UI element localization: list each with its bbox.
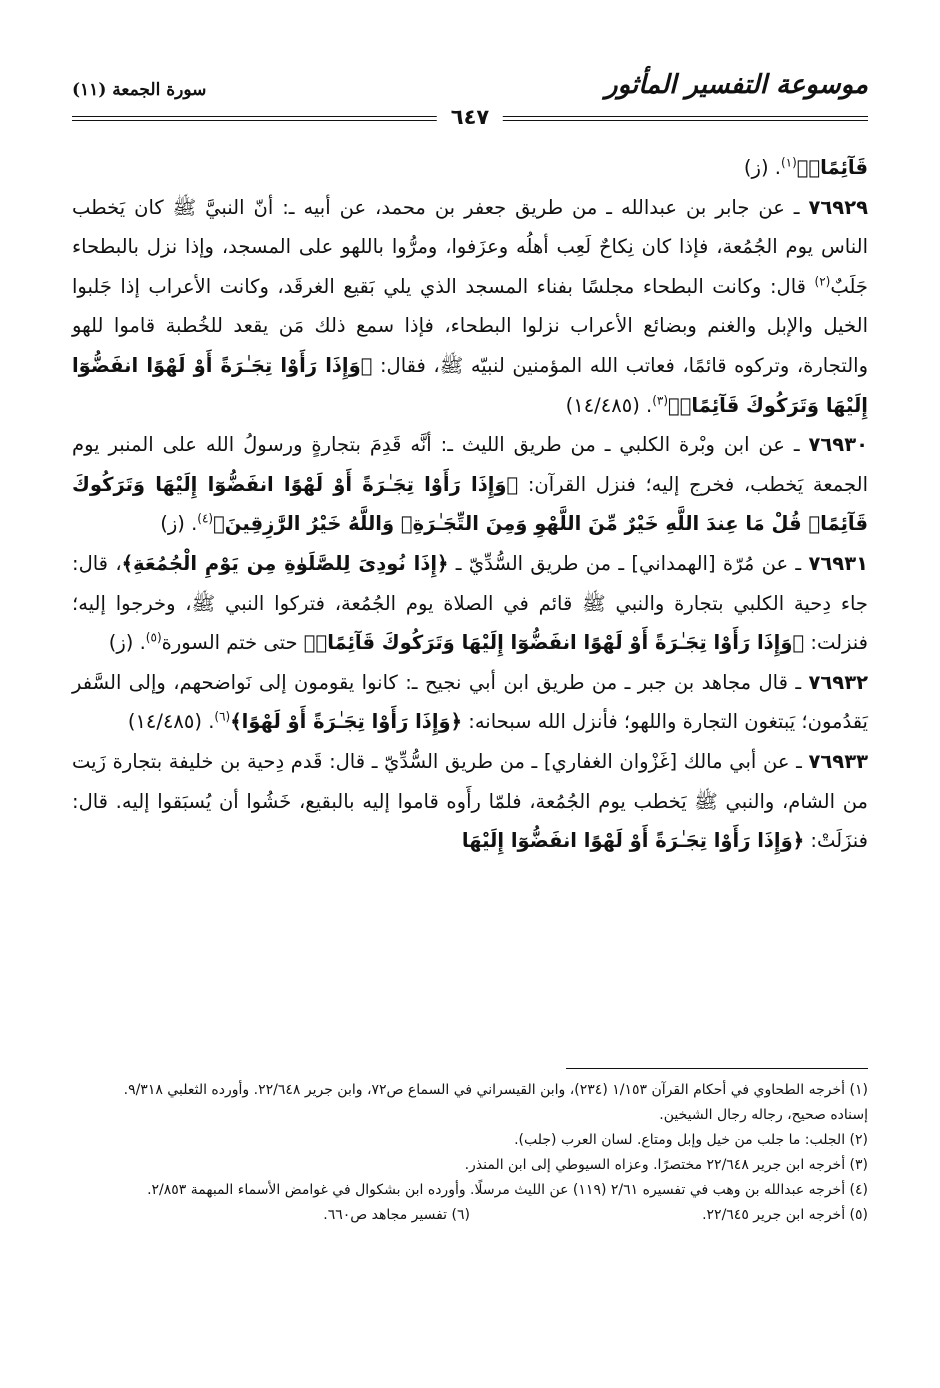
entry-text: قال: وكانت البطحاء مجلسًا بفناء المسجد الذي يلي بَقيع الغرقَد، وكانت الأعراب إذا جَلبوا الخيل والإبل والغنم وبضائع الأعراب نزلوا البطحاء، فإذا سمع ذلك مَن يقعد للخُطبة قاموا للهو والتجارة، وتركوه قائمًا، فعاتب الله المؤمنين لنبيّه ﷺ، فقال: — [72, 274, 868, 377]
page-number: ٦٤٧ — [437, 105, 503, 129]
entry-number: ٧٦٩٣٣ — [808, 749, 868, 773]
footnote-marker: (٦) — [214, 709, 231, 724]
footnotes — [72, 1078, 868, 1228]
narration-entry — [72, 544, 868, 663]
book-title: موسوعة التفسير المأثور — [605, 70, 868, 100]
source-tag: . (ز) — [160, 512, 198, 536]
entry-number: ٧٦٩٣٢ — [808, 670, 869, 694]
footnote-separator — [566, 1068, 868, 1069]
entry-number: ٧٦٩٢٩ — [808, 195, 868, 219]
entry-text: ـ عن جابر بن عبدالله ـ من طريق جعفر بن محمد، عن أبيه ـ: أنّ النبيَّ ﷺ كان يَخطب الناس يوم الجُمُعة، فإذا كان نِكاحٌ لَعِب أهلُه وعزَفوا، ومرُّوا باللهو على المسجد، وإذا نزل بالبطحاء جَلَبٌ — [72, 195, 868, 298]
footnote: (٣) أخرجه ابن جرير ٢٢/٦٤٨ مختصرًا. وعزاه السيوطي إلى ابن المنذر. — [464, 1157, 868, 1173]
footnote: (٢) الجلب: ما جلب من خيل وإبل ومتاع. لسان العرب (جلب). — [514, 1132, 868, 1148]
entry-text: حتى ختم السورة — [161, 631, 304, 655]
entry-text: ـ عن ابن وبْرة الكلبي ـ من طريق الليث ـ: أنَّه قَدِمَ بتجارةٍ ورسولُ الله على المنبر يوم الجمعة يَخطب، فخرج إليه؛ فنزل القرآن: — [72, 433, 868, 496]
footnote: (٤) أخرجه عبدالله بن وهب في تفسيره ٢/٦١ (١١٩) عن الليث مرسلًا. وأورده ابن بشكوال في غوامض الأسماء المبهمة ٢/٨٥٣. — [147, 1182, 868, 1198]
source-tag: . (ز) — [743, 156, 781, 179]
narration-entry — [72, 188, 868, 426]
footnote-marker: (٤) — [197, 511, 214, 526]
narration-entry — [72, 663, 868, 742]
footnote-marker: (١) — [780, 155, 797, 170]
footnote: (٥) أخرجه ابن جرير ٢٢/٦٤٥. — [702, 1207, 868, 1223]
footnote-marker: (٢) — [814, 274, 831, 289]
footnote-row — [72, 1203, 868, 1228]
quran-verse: ﴿وَإِذَا رَأَوْا تِجَـٰرَةً أَوْ لَهْوًا﴾ — [230, 710, 463, 734]
narration-entry — [72, 742, 868, 861]
entry-number: ٧٦٩٣٠ — [808, 433, 868, 457]
footnote-marker: (٥) — [145, 630, 162, 645]
entry-number: ٧٦٩٣١ — [808, 551, 868, 575]
page-header — [72, 70, 868, 130]
footnote: (٦) تفسير مجاهد ص٦٦٠. — [323, 1207, 470, 1223]
source-tag: . (ز) — [108, 631, 146, 655]
narration-entry — [72, 425, 868, 544]
entry-text: ، قال: جاء دِحية الكلبي بتجارة والنبي ﷺ قائم في الصلاة يوم الجُمُعة، فتركوا النبي ﷺ، وخرجوا إليه؛ فنزلت: — [72, 551, 868, 655]
entry-text: ـ عن أبي مالك [غَزْوان الغفاري] ـ من طريق السُّدِّيّ ـ قال: قَدم دِحية بن خليفة بتجارة زَيت من الشام، والنبي ﷺ يَخطب يوم الجُمُعة، فلمّا رأَوه قاموا إليه بالبقيع، خَشُوا أن يُسبَقوا إليه. قال: فنزَلَتْ: — [72, 749, 868, 853]
source-tag: . (١٤/٤٨٥) — [565, 393, 653, 417]
quran-verse: قَآئِمًاۚ﴾ — [796, 156, 868, 179]
entry-text: ـ قال مجاهد بن جبر ـ من طريق ابن أبي نجيح ـ: كانوا يقومون إلى نَواضحهم، وإلى السَّفر يَقدُمون؛ يَبتغون التجارة واللهو؛ فأنزل الله سبحانه: — [72, 670, 868, 734]
entry-text: ـ عن مُرّة [الهمداني] ـ من طريق السُّدِّيّ ـ — [448, 551, 802, 575]
quran-verse: ﴿إِذَا نُودِىَ لِلصَّلَوٰةِ مِن يَوْمِ الْجُمُعَةِ﴾ — [121, 551, 449, 575]
opening-line — [72, 148, 868, 188]
quran-verse: ﴿وَإِذَا رَأَوْا تِجَـٰرَةً أَوْ لَهْوًا انفَضُّوٓا إِلَيْهَا — [461, 829, 805, 853]
main-text — [72, 148, 868, 861]
footnote-marker: (٣) — [652, 393, 669, 408]
quran-verse: ﴿وَإِذَا رَأَوْا تِجَـٰرَةً أَوْ لَهْوًا انفَضُّوٓا إِلَيْهَا وَتَرَكُوكَ قَآئِمًاۚ﴾ — [303, 631, 805, 655]
quran-verse: ﴿وَإِذَا رَأَوْا تِجَـٰرَةً أَوْ لَهْوًا انفَضُّوٓا إِلَيْهَا وَتَرَكُوكَ قَآئِمًاۚ قُلْ مَا عِندَ اللَّهِ خَيْرٌ مِّنَ اللَّهْوِ وَمِنَ التِّجَـٰرَةِۚ وَاللَّهُ خَيْرُ الرَّٰزِقِينَ﴾ — [72, 472, 868, 536]
quran-verse: ﴿وَإِذَا رَأَوْا تِجَـٰرَةً أَوْ لَهْوًا انفَضُّوٓا إِلَيْهَا وَتَرَكُوكَ قَآئِمًاۚ﴾ — [72, 353, 868, 417]
source-tag: . (١٤/٤٨٥) — [127, 710, 215, 734]
footnote: إسناده صحيح، رجاله رجال الشيخين. — [659, 1107, 868, 1123]
footnote: (١) أخرجه الطحاوي في أحكام القرآن ١/١٥٣ (٢٣٤)، وابن القيسراني في السماع ص٧٢، وابن جرير ٢٢/٦٤٨. وأورده الثعلبي ٩/٣١٨. — [123, 1082, 868, 1098]
surah-label: سورة الجمعة (١١) — [72, 80, 207, 100]
